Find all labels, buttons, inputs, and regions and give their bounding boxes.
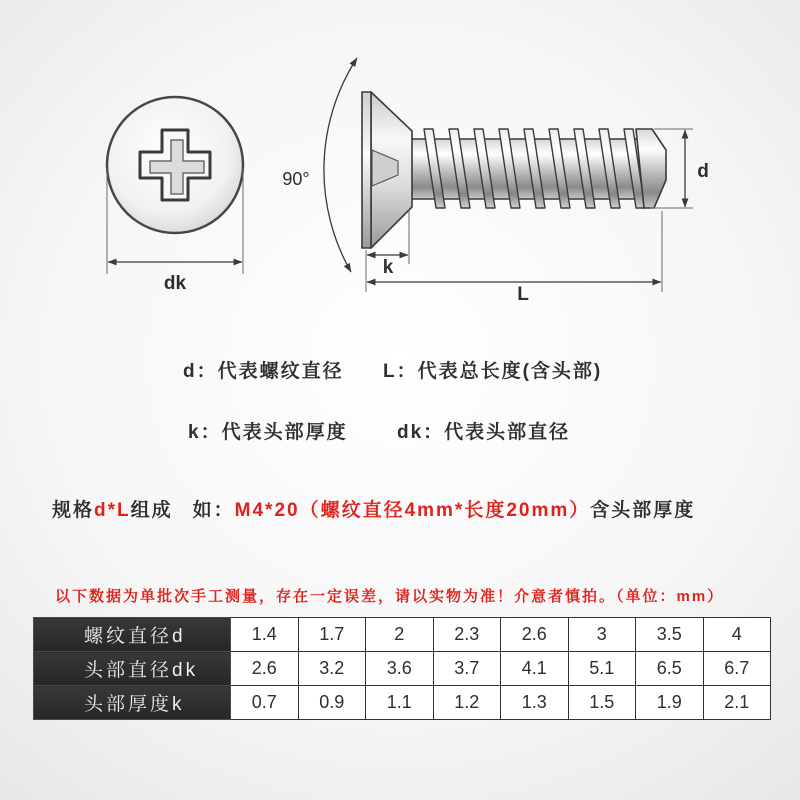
k-label: k (382, 257, 394, 278)
table-cell: 3 (568, 618, 636, 652)
screw-diagram (0, 0, 800, 320)
table-row-thread-diameter (34, 618, 771, 652)
table-cell: 3.2 (298, 652, 366, 686)
screw-side-view (282, 58, 666, 272)
d-label: d (697, 161, 709, 182)
table-cell: 0.7 (231, 686, 299, 720)
legend-dk: dk：代表头部直径 (397, 422, 571, 443)
table-cell: 5.1 (568, 652, 636, 686)
spec-table (33, 617, 771, 720)
spec-format-line (52, 500, 695, 522)
table-cell: 3.7 (433, 652, 501, 686)
table-cell: 0.9 (298, 686, 366, 720)
spec-example-lead: 如： (192, 500, 235, 521)
table-cell: 1.3 (501, 686, 569, 720)
l-dimension (367, 211, 662, 305)
spec-example: M4*20（螺纹直径4mm*长度20mm） (234, 500, 591, 521)
spec-example-tail: 含头部厚度 (590, 500, 696, 521)
table-cell: 1.4 (231, 618, 299, 652)
row-label-head-thickness: 头部厚度k (34, 686, 231, 720)
table-cell: 1.9 (636, 686, 704, 720)
table-cell: 1.7 (298, 618, 366, 652)
table-row-head-thickness (34, 686, 771, 720)
table-cell: 2.6 (231, 652, 299, 686)
table-cell: 6.7 (703, 652, 771, 686)
table-cell: 1.1 (366, 686, 434, 720)
angle-label: 90° (282, 169, 310, 189)
l-label: L (517, 284, 529, 305)
row-label-thread-diameter: 螺纹直径d (34, 618, 231, 652)
angle-arc (324, 58, 357, 272)
table-cell: 4 (703, 618, 771, 652)
table-cell: 2.1 (703, 686, 771, 720)
spec-suffix: 组成 (130, 500, 173, 521)
table-row-head-diameter (34, 652, 771, 686)
table-cell: 2 (366, 618, 434, 652)
row-label-head-diameter: 头部直径dk (34, 652, 231, 686)
screw-head-face (362, 92, 371, 248)
legend-k: k：代表头部厚度 (188, 422, 348, 443)
dk-label: dk (163, 273, 187, 294)
table-cell: 3.5 (636, 618, 704, 652)
table-cell: 4.1 (501, 652, 569, 686)
table-cell: 3.6 (366, 652, 434, 686)
head-top-view (107, 97, 243, 233)
measurement-notice: 以下数据为单批次手工测量，存在一定误差，请以实物为准！介意者慎拍。（单位：mm） (55, 588, 725, 605)
table-cell: 1.5 (568, 686, 636, 720)
spec-prefix: 规格 (52, 500, 95, 521)
table-cell: 6.5 (636, 652, 704, 686)
spec-format: d*L (94, 500, 131, 521)
table-cell: 2.3 (433, 618, 501, 652)
legend-d: d：代表螺纹直径 (183, 361, 344, 382)
table-cell: 2.6 (501, 618, 569, 652)
legend-l: L：代表总长度(含头部) (383, 361, 603, 382)
table-cell: 1.2 (433, 686, 501, 720)
